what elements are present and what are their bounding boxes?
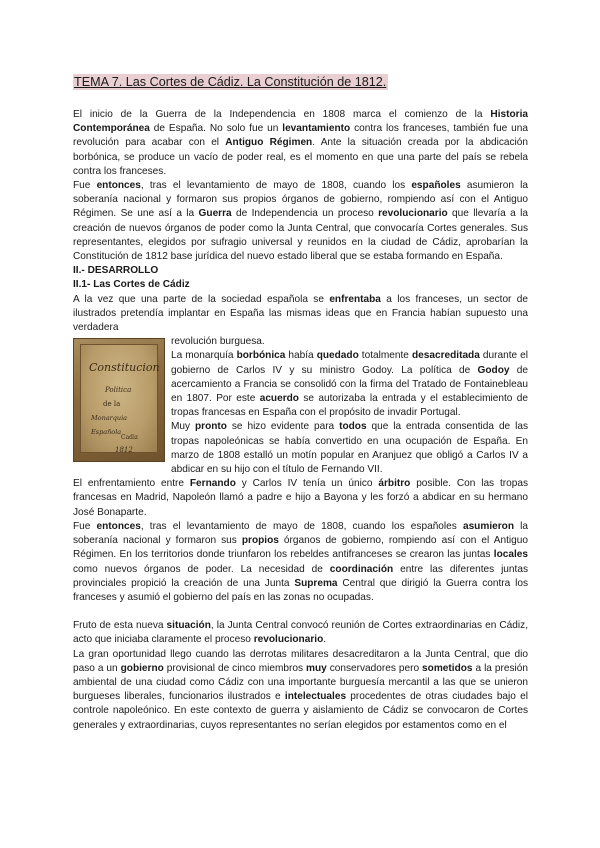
bold-term: muy xyxy=(305,662,327,674)
paragraph-6 xyxy=(73,477,528,520)
bold-term: todos xyxy=(339,421,367,433)
bold-term: desacreditada xyxy=(411,350,480,362)
bold-term: entonces xyxy=(96,520,141,532)
text-run: Fue xyxy=(73,180,97,192)
paragraph-7 xyxy=(73,520,528,605)
text-run: se hizo evidente para xyxy=(226,421,340,433)
paragraph-3 xyxy=(73,293,528,336)
section-heading-cortes: II.1- Las Cortes de Cádiz xyxy=(73,279,190,291)
text-run: contra los franceses, también fue una revolución para acabar con el xyxy=(73,123,528,149)
text-run: asumieron la soberanía nacional y formaron sus propios órganos de gobierno, rompiendo así con el Antiguo Régimen. Se une así a la xyxy=(73,180,529,220)
text-run: había xyxy=(285,350,317,362)
paragraph-8 xyxy=(73,619,528,647)
text-run: . Ante la situación creada por la abdicación borbónica, se produce un vacío de poder real, es el momento en que una parte del país se rebela contra los franceses. xyxy=(73,137,528,177)
book-caption-3: de la xyxy=(103,400,121,409)
bold-term: gobierno xyxy=(120,662,164,674)
text-run: conservadores pero xyxy=(326,662,423,674)
text-run: , la Junta Central convocó reunión de Cortes extraordinarias en Cádiz, acto que iniciaba claramente el proceso xyxy=(73,620,528,646)
text-run: El enfrentamiento entre xyxy=(73,478,190,490)
text-run: se autorizaba la entrada y el establecimiento de tropas francesas en España con el propósito de invadir Portugal. xyxy=(171,393,528,419)
text-run: y Carlos IV tenía un único xyxy=(235,478,379,490)
bold-term: coordinación xyxy=(329,563,394,575)
bold-term: asumieron xyxy=(462,520,514,532)
bold-term: acuerdo xyxy=(259,393,299,405)
text-run: a la presión ambiental de una ciudad como Cádiz con una importante burguesía mercantil a las que se unieron burgueses liberales, funcionarios ilustrados e xyxy=(73,662,528,703)
text-run: como nuevos órganos de poder. La necesidad de xyxy=(73,563,330,575)
text-run: durante el gobierno de Carlos IV y su ministro Godoy. La política de xyxy=(171,350,528,376)
text-run: posible. Con las tropas francesas en Madrid, Napoleón llamó a padre e hijo a Bayona y les forzó a abdicar en su hermano José Bonaparte. xyxy=(73,478,529,518)
document-page xyxy=(73,74,528,733)
text-run: que llevaría a la creación de nuevos órganos de poder como la Junta Central, que convocaría Cortes generales. Sus representantes, elegidos por sufragio universal y reunidos en la ciudad de Cádiz, aprobarían la Constitución de 1812 base jurídica del nuevo estado liberal que se estaba formando en España. xyxy=(73,208,528,263)
bold-term: enfrentaba xyxy=(329,293,381,305)
text-run: , tras el levantamiento de mayo de 1808, cuando los españoles xyxy=(140,520,463,532)
text-run: entre las diferentes juntas provinciales propició la creación de una Junta xyxy=(73,563,529,589)
book-caption-2: Politica xyxy=(105,386,132,395)
text-run: a los franceses, un sector de ilustrados pretendía implantar en España las mismas ideas que en Francia habían supuesto una verdadera xyxy=(73,293,528,334)
intro-paragraph xyxy=(73,108,528,179)
bold-term: españoles xyxy=(411,180,461,192)
bold-term: Historia Contemporánea xyxy=(73,109,528,135)
paragraph-2 xyxy=(73,179,528,264)
text-run: . xyxy=(323,634,327,646)
text-run: provisional de cinco miembros xyxy=(163,662,306,674)
text-run: , tras el levantamiento de mayo de 1808, cuando los xyxy=(140,180,412,192)
text-run: Central que dirigió la Guerra contra los franceses y asumió el gobierno del país en las zonas no ocupadas. xyxy=(73,577,529,603)
section-heading-desarrollo: II.- DESARROLLO xyxy=(73,265,159,277)
bold-term: sometidos xyxy=(422,662,473,674)
bold-term: Antiguo Régimen xyxy=(225,137,313,149)
bold-term: Fernando xyxy=(189,478,236,490)
text-run: de España. No solo fue un xyxy=(149,123,283,135)
text-run: órganos de gobierno, rompiendo así con el Antiguo Régimen. En los territorios donde triunfaron los rebeldes antifranceses se crearon las juntas xyxy=(73,535,528,561)
bold-term: Suprema xyxy=(294,577,338,589)
book-caption-4: Monarquia Española xyxy=(91,414,128,437)
constitution-book-image xyxy=(73,338,165,462)
text-run: de acercamiento a Francia se consolidó con la firma del Tratado de Fontainebleau en 1807. Por este xyxy=(171,364,528,405)
bold-term: quedado xyxy=(316,350,359,362)
text-run: La monarquía xyxy=(171,350,237,362)
book-caption-1: Constitucion xyxy=(89,361,160,375)
paragraph-9 xyxy=(73,648,528,733)
bold-term: árbitro xyxy=(378,478,411,490)
bold-term: Guerra xyxy=(198,208,232,220)
text-run: totalmente xyxy=(358,350,412,362)
bold-term: locales xyxy=(493,549,528,561)
document-title: TEMA 7. Las Cortes de Cádiz. La Constitución de 1812. xyxy=(74,75,387,89)
bold-term: entonces xyxy=(96,180,141,192)
text-run: que la entrada consentida de las tropas napoleónicas se había convertido en una ocupación de España. En marzo de 1808 estalló un motín popular en Aranjuez que obligó a Carlos IV a abdicar en su hijo con el título de Fernando VII. xyxy=(171,421,528,476)
bold-term: levantamiento xyxy=(282,123,351,135)
text-run: de Independencia un proceso xyxy=(231,208,379,220)
text-run: Fruto de esta nueva xyxy=(73,620,167,632)
book-caption-5: Cadiz xyxy=(121,434,139,442)
bold-term: pronto xyxy=(195,421,227,433)
figure-block xyxy=(73,335,528,477)
text-run: La gran oportunidad llego cuando las derrotas militares desacreditaron a la Junta Central, que dio paso a un xyxy=(73,648,528,674)
bold-term: situación xyxy=(166,620,211,632)
text-run: procedentes de otras ciudades bajo el controle napoleónico. En este contexto de guerra y aislamiento de Cádiz se convocaron de Cortes generales y extraordinarias, cuyos representantes no serían elegidos por estamentos como en el xyxy=(73,691,528,731)
text-run: Muy xyxy=(171,421,195,433)
bold-term: intelectuales xyxy=(284,691,347,703)
text-run: A la vez que una parte de la sociedad española se xyxy=(73,293,330,305)
paragraph-3-tail: revolución burguesa. xyxy=(171,336,265,348)
book-caption-6: 1812 xyxy=(115,446,133,455)
bold-term: borbónica xyxy=(236,350,286,362)
text-run: El inicio de la Guerra de la Independencia en 1808 marca el comienzo de la xyxy=(73,109,491,120)
bold-term: propios xyxy=(241,535,279,547)
bold-term: revolucionario xyxy=(378,208,448,220)
bold-term: revolucionario xyxy=(253,634,324,646)
bold-term: Godoy xyxy=(477,364,510,376)
text-run: Fue xyxy=(73,520,97,532)
text-run: la soberanía nacional y formaron sus xyxy=(73,520,528,547)
